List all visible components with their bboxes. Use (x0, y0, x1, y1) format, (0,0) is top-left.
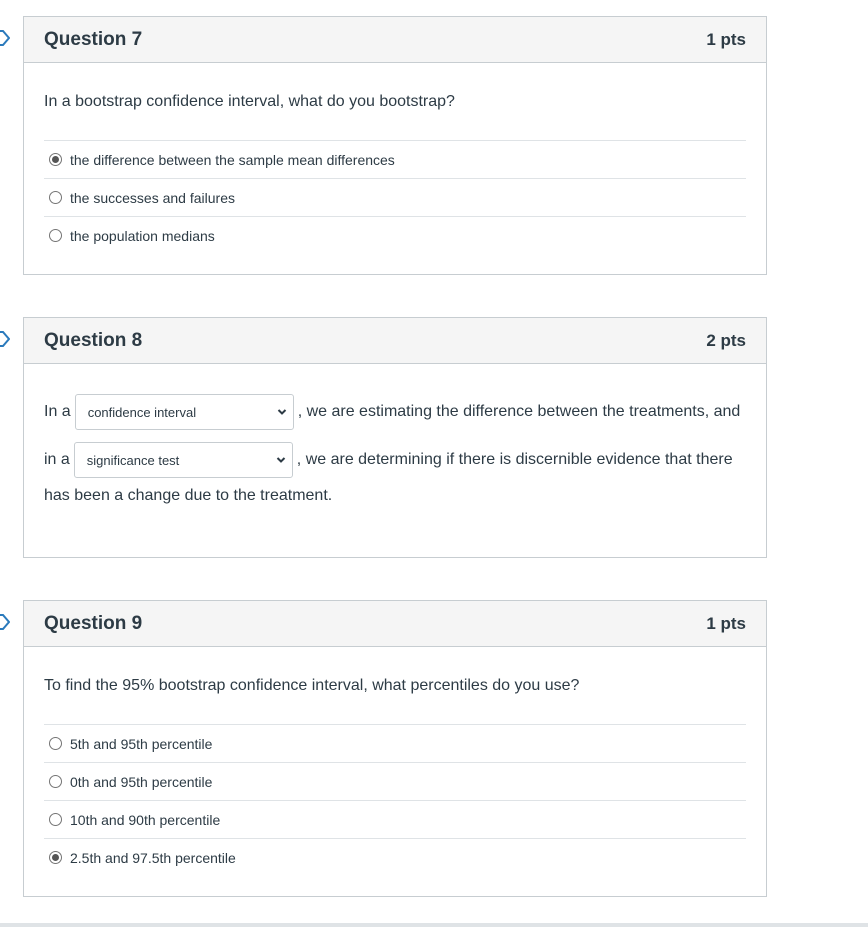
line-suffix: , we are estimating the difference between the treatments, and (297, 403, 741, 420)
line-suffix: , we are determining if there is discernible evidence that there (296, 451, 733, 468)
question-points: 1 pts (706, 613, 746, 633)
line-text: has been a change due to the treatment. (44, 487, 333, 504)
page-bottom-divider (0, 923, 868, 927)
question-title: Question 8 (44, 329, 143, 351)
sentence-line-2 (44, 441, 746, 479)
answer-label: 5th and 95th percentile (70, 735, 213, 752)
question-header (24, 318, 766, 364)
answer-option[interactable] (44, 724, 746, 762)
question-header (24, 601, 766, 647)
select-value: confidence interval (87, 404, 197, 420)
question-title: Question 9 (44, 612, 143, 634)
question-body (24, 364, 766, 509)
chevron-down-icon (277, 407, 287, 417)
question-9 (23, 600, 767, 897)
answer-option[interactable] (44, 762, 746, 800)
answer-label: the successes and failures (70, 189, 235, 206)
line-prefix: in a (44, 451, 70, 468)
blank-select-2[interactable] (74, 442, 293, 478)
radio-selected-icon[interactable] (49, 851, 62, 864)
answer-option[interactable] (44, 838, 746, 876)
sentence-line-1 (44, 393, 746, 431)
answer-option[interactable] (44, 216, 746, 254)
question-points: 1 pts (706, 29, 746, 49)
answer-option[interactable] (44, 140, 746, 178)
question-text: To find the 95% bootstrap confidence interval, what percentiles do you use? (44, 677, 580, 694)
answer-list (44, 724, 746, 876)
radio-icon[interactable] (49, 191, 62, 204)
answer-option[interactable] (44, 178, 746, 216)
answer-label: the difference between the sample mean differences (70, 151, 395, 168)
answer-label: the population medians (70, 227, 215, 244)
flag-question-8-icon[interactable] (0, 331, 10, 347)
answer-list (44, 140, 746, 254)
chevron-down-icon (276, 455, 286, 465)
radio-icon[interactable] (49, 229, 62, 242)
radio-selected-icon[interactable] (49, 153, 62, 166)
answer-label: 2.5th and 97.5th percentile (70, 849, 236, 866)
question-body (24, 647, 766, 876)
question-text: In a bootstrap confidence interval, what do you bootstrap? (44, 93, 455, 110)
answer-label: 0th and 95th percentile (70, 773, 213, 790)
radio-icon[interactable] (49, 813, 62, 826)
radio-icon[interactable] (49, 775, 62, 788)
question-body (24, 63, 766, 254)
answer-option[interactable] (44, 800, 746, 838)
question-title: Question 7 (44, 28, 143, 50)
select-value: significance test (86, 452, 180, 468)
line-prefix: In a (44, 403, 71, 420)
blank-select-1[interactable] (75, 394, 294, 430)
flag-question-7-icon[interactable] (0, 30, 10, 46)
radio-icon[interactable] (49, 737, 62, 750)
answer-label: 10th and 90th percentile (70, 811, 221, 828)
flag-question-9-icon[interactable] (0, 614, 10, 630)
question-points: 2 pts (706, 330, 746, 350)
sentence-line-3 (44, 483, 746, 509)
question-header (24, 17, 766, 63)
question-8 (23, 317, 767, 558)
question-7 (23, 16, 767, 275)
